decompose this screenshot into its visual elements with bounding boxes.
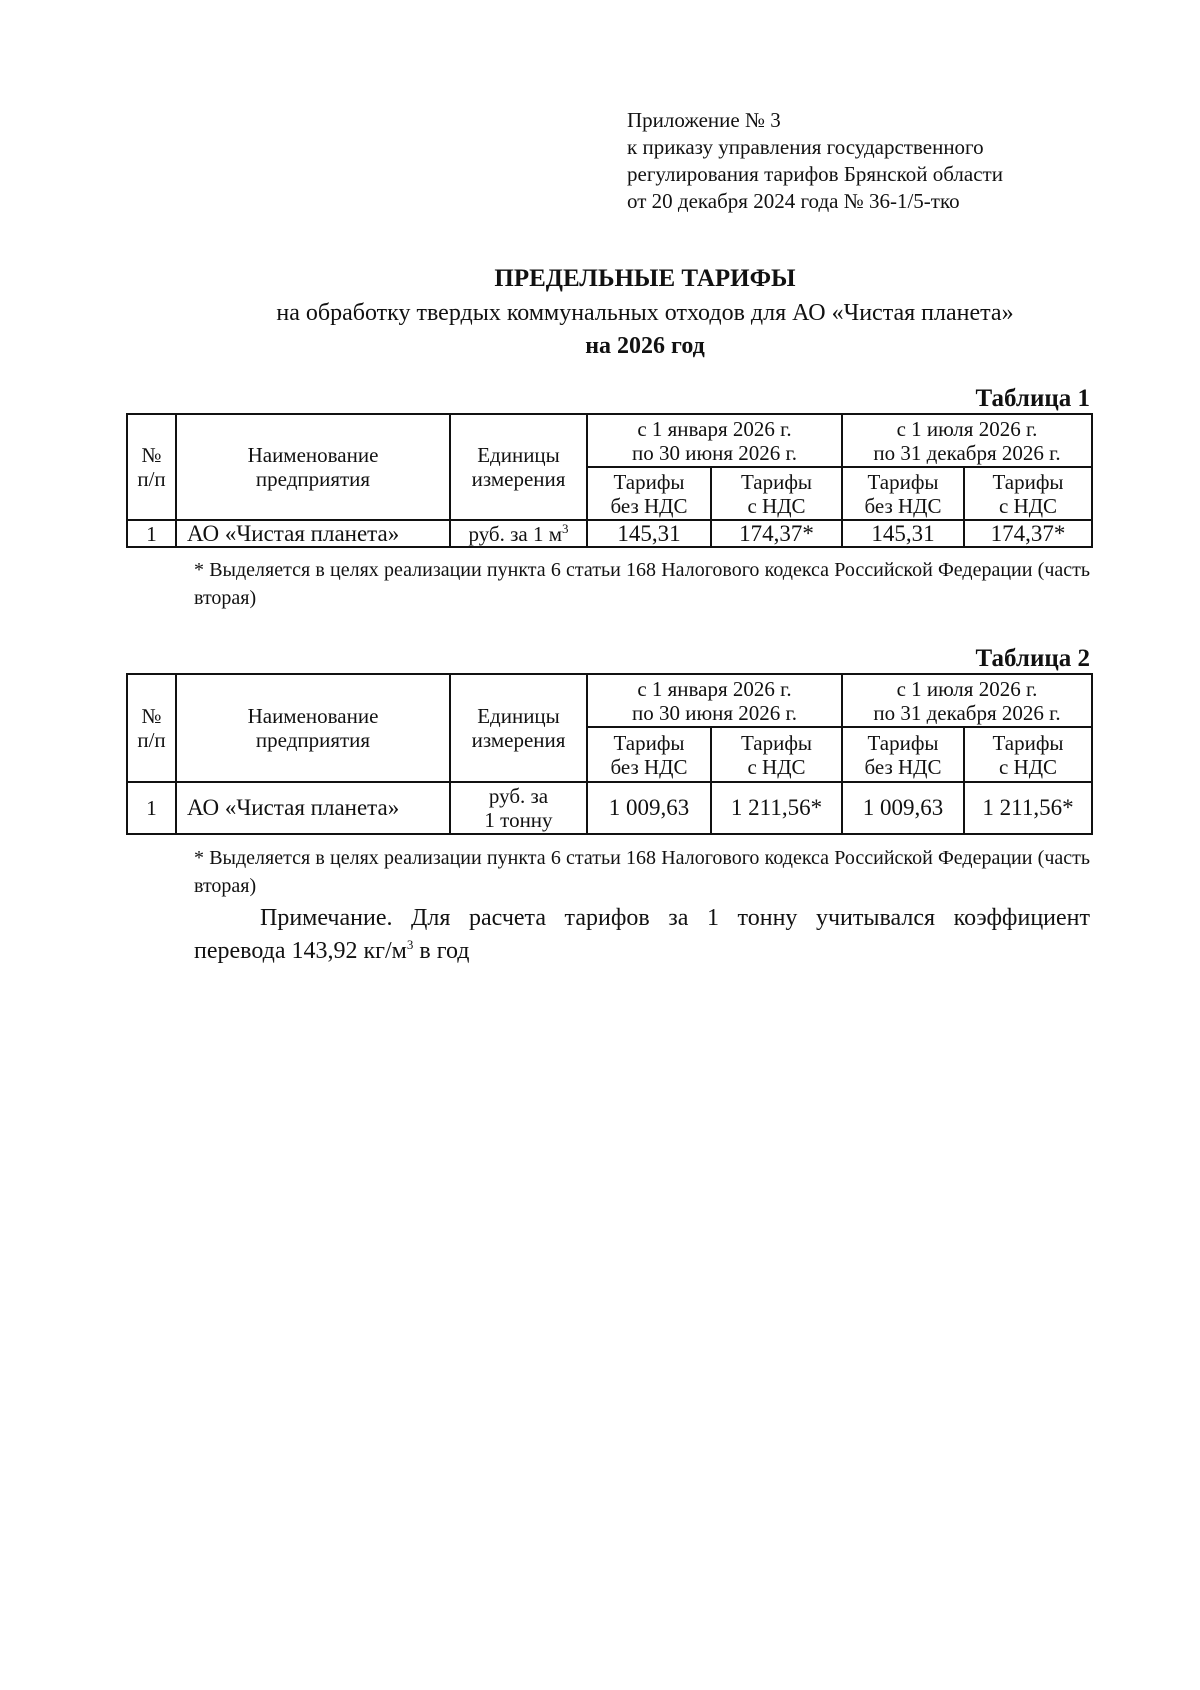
col-header-p2-without-vat: Тарифы без НДС [842, 727, 964, 782]
col-header-period1: с 1 января 2026 г. по 30 июня 2026 г. [587, 674, 842, 727]
col-header-p2-with-vat: Тарифы с НДС [964, 727, 1092, 782]
col-header-num: № п/п [127, 674, 176, 782]
cell-unit: руб. за 1 тонну [450, 782, 587, 834]
table1-footnote: * Выделяется в целях реализации пункта 6 статьи 168 Налогового кодекса Российской Федерации (часть вторая) [194, 559, 1090, 609]
cell-p1-with-vat: 1 211,56* [711, 782, 842, 834]
note-line2: перевода 143,92 $кг/м^3$ в год [194, 937, 470, 964]
cell-p2-with-vat: 174,37* [964, 520, 1092, 547]
cell-p1-without-vat: 145,31 [587, 520, 711, 547]
table-header-row [127, 414, 1092, 467]
col-header-p1-with-vat: Тарифы с НДС [711, 467, 842, 520]
col-header-name: Наименование предприятия [176, 414, 450, 520]
col-header-period2: с 1 июля 2026 г. по 31 декабря 2026 г. [842, 674, 1092, 727]
col-header-p1-without-vat: Тарифы без НДС [587, 727, 711, 782]
col-header-p1-without-vat: Тарифы без НДС [587, 467, 711, 520]
col-header-unit: Единицы измерения [450, 414, 587, 520]
note-line1: Примечание. Для расчета тарифов за 1 тонну учитывался коэффициент [260, 905, 1090, 931]
title-year: на 2026 год [585, 333, 705, 359]
note [194, 902, 1090, 968]
appendix-line: к приказу управления государственного [627, 135, 984, 159]
table1-label: Таблица 1 [975, 385, 1090, 412]
cell-unit: руб. за 1 $м^3$ [450, 520, 587, 547]
table-row [127, 520, 1092, 547]
col-header-unit: Единицы измерения [450, 674, 587, 782]
title-main: ПРЕДЕЛЬНЫЕ ТАРИФЫ [494, 265, 796, 292]
cell-num: 1 [127, 520, 176, 547]
cell-name: АО «Чистая планета» [176, 520, 450, 547]
col-header-p1-with-vat: Тарифы с НДС [711, 727, 842, 782]
cell-name: АО «Чистая планета» [176, 782, 450, 834]
table-row [127, 782, 1092, 834]
col-header-p2-without-vat: Тарифы без НДС [842, 467, 964, 520]
appendix-header [627, 107, 1003, 215]
col-header-period2: с 1 июля 2026 г. по 31 декабря 2026 г. [842, 414, 1092, 467]
cell-p2-with-vat: 1 211,56* [964, 782, 1092, 834]
table2 [126, 673, 1093, 835]
col-header-period1: с 1 января 2026 г. по 30 июня 2026 г. [587, 414, 842, 467]
document-title [0, 262, 1200, 362]
title-subtitle: на обработку твердых коммунальных отходов для АО «Чистая планета» [276, 300, 1014, 326]
table-header-row [127, 674, 1092, 727]
col-header-name: Наименование предприятия [176, 674, 450, 782]
cell-num: 1 [127, 782, 176, 834]
cell-p2-without-vat: 145,31 [842, 520, 964, 547]
appendix-line: регулирования тарифов Брянской области [627, 162, 1003, 186]
cell-p1-without-vat: 1 009,63 [587, 782, 711, 834]
col-header-num: № п/п [127, 414, 176, 520]
table2-label: Таблица 2 [975, 645, 1090, 672]
table1 [126, 413, 1093, 548]
appendix-line: от 20 декабря 2024 года № 36-1/5-тко [627, 189, 960, 213]
cell-p1-with-vat: 174,37* [711, 520, 842, 547]
appendix-line: Приложение № 3 [627, 108, 781, 132]
cell-p2-without-vat: 1 009,63 [842, 782, 964, 834]
table2-footnote: * Выделяется в целях реализации пункта 6 статьи 168 Налогового кодекса Российской Федерации (часть вторая) [194, 847, 1090, 897]
col-header-p2-with-vat: Тарифы с НДС [964, 467, 1092, 520]
